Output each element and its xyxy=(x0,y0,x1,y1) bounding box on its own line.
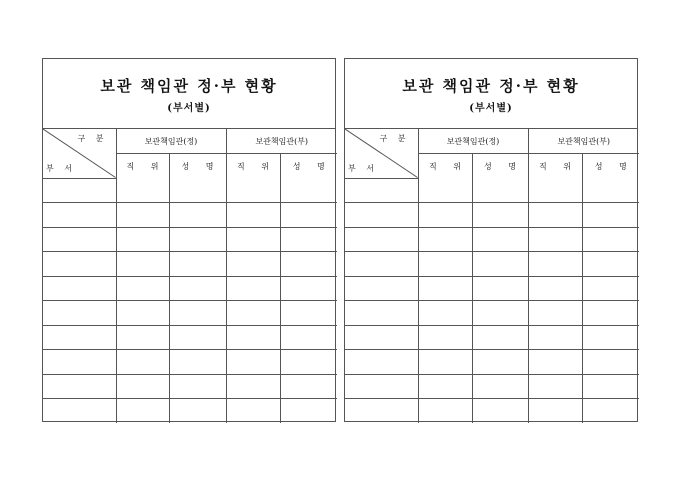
deputy-name-cell[interactable] xyxy=(280,227,337,252)
department-cell[interactable] xyxy=(345,276,418,301)
deputy-name-cell[interactable] xyxy=(582,276,639,301)
department-cell[interactable] xyxy=(43,203,116,228)
primary-name-cell[interactable] xyxy=(472,227,528,252)
primary-position-cell[interactable] xyxy=(116,178,169,203)
department-cell[interactable] xyxy=(43,227,116,252)
deputy-position-cell[interactable] xyxy=(528,325,582,350)
table-row xyxy=(43,276,337,301)
primary-name-cell[interactable] xyxy=(472,350,528,375)
header-department: 부 서 xyxy=(46,163,76,173)
header-name: 성 명 xyxy=(169,154,226,179)
header-primary-custodian: 보관책임관(정) xyxy=(116,129,226,154)
table-row xyxy=(43,252,337,277)
primary-position-cell[interactable] xyxy=(418,227,472,252)
form-title: 보관 책임관 정·부 현황 xyxy=(402,77,580,95)
header-position: 직 위 xyxy=(528,154,582,179)
primary-position-cell[interactable] xyxy=(116,276,169,301)
deputy-position-cell[interactable] xyxy=(226,203,280,228)
primary-position-cell[interactable] xyxy=(116,325,169,350)
deputy-position-cell[interactable] xyxy=(226,350,280,375)
department-cell[interactable] xyxy=(345,178,418,203)
primary-position-cell[interactable] xyxy=(116,227,169,252)
deputy-name-cell[interactable] xyxy=(582,203,639,228)
deputy-name-cell[interactable] xyxy=(280,399,337,424)
department-cell[interactable] xyxy=(43,252,116,277)
deputy-name-cell[interactable] xyxy=(582,301,639,326)
deputy-position-cell[interactable] xyxy=(226,301,280,326)
department-cell[interactable] xyxy=(43,374,116,399)
primary-position-cell[interactable] xyxy=(418,350,472,375)
department-cell[interactable] xyxy=(345,301,418,326)
header-deputy-custodian: 보관책임관(부) xyxy=(528,129,639,154)
primary-name-cell[interactable] xyxy=(472,325,528,350)
primary-name-cell[interactable] xyxy=(169,350,226,375)
table-row xyxy=(43,399,337,424)
deputy-position-cell[interactable] xyxy=(528,350,582,375)
primary-position-cell[interactable] xyxy=(116,252,169,277)
header-primary-custodian: 보관책임관(정) xyxy=(418,129,528,154)
deputy-position-cell[interactable] xyxy=(226,374,280,399)
table-row xyxy=(43,325,337,350)
primary-position-cell[interactable] xyxy=(418,399,472,424)
table-row xyxy=(43,227,337,252)
primary-position-cell[interactable] xyxy=(116,350,169,375)
form-subtitle: (부서별) xyxy=(167,103,211,114)
primary-name-cell[interactable] xyxy=(472,276,528,301)
primary-name-cell[interactable] xyxy=(169,399,226,424)
deputy-name-cell[interactable] xyxy=(582,252,639,277)
deputy-name-cell[interactable] xyxy=(582,350,639,375)
table-row xyxy=(345,203,639,228)
primary-name-cell[interactable] xyxy=(472,203,528,228)
primary-name-cell[interactable] xyxy=(169,301,226,326)
primary-position-cell[interactable] xyxy=(116,374,169,399)
deputy-name-cell[interactable] xyxy=(582,178,639,203)
deputy-position-cell[interactable] xyxy=(528,227,582,252)
header-name: 성 명 xyxy=(472,154,528,179)
department-cell[interactable] xyxy=(43,399,116,424)
primary-name-cell[interactable] xyxy=(472,178,528,203)
deputy-name-cell[interactable] xyxy=(280,325,337,350)
deputy-name-cell[interactable] xyxy=(280,374,337,399)
table-row xyxy=(345,178,639,203)
deputy-position-cell[interactable] xyxy=(226,178,280,203)
department-cell[interactable] xyxy=(43,178,116,203)
header-position: 직 위 xyxy=(116,154,169,179)
deputy-position-cell[interactable] xyxy=(226,399,280,424)
department-cell[interactable] xyxy=(345,325,418,350)
table-row xyxy=(43,178,337,203)
header-department: 부 서 xyxy=(348,163,378,173)
primary-position-cell[interactable] xyxy=(418,325,472,350)
table-row xyxy=(345,399,639,424)
header-position: 직 위 xyxy=(418,154,472,179)
department-cell[interactable] xyxy=(43,276,116,301)
department-cell[interactable] xyxy=(43,350,116,375)
primary-position-cell[interactable] xyxy=(418,374,472,399)
corner-header-cell xyxy=(345,129,418,178)
primary-name-cell[interactable] xyxy=(472,399,528,424)
primary-name-cell[interactable] xyxy=(169,374,226,399)
deputy-name-cell[interactable] xyxy=(280,178,337,203)
deputy-position-cell[interactable] xyxy=(528,178,582,203)
primary-name-cell[interactable] xyxy=(169,325,226,350)
primary-name-cell[interactable] xyxy=(472,374,528,399)
status-table xyxy=(43,129,337,423)
department-cell[interactable] xyxy=(345,350,418,375)
department-cell[interactable] xyxy=(43,301,116,326)
deputy-position-cell[interactable] xyxy=(528,301,582,326)
primary-position-cell[interactable] xyxy=(418,252,472,277)
header-name: 성 명 xyxy=(280,154,337,179)
deputy-name-cell[interactable] xyxy=(280,350,337,375)
department-cell[interactable] xyxy=(345,374,418,399)
primary-position-cell[interactable] xyxy=(418,178,472,203)
table-row xyxy=(43,301,337,326)
deputy-position-cell[interactable] xyxy=(528,276,582,301)
primary-name-cell[interactable] xyxy=(169,203,226,228)
deputy-position-cell[interactable] xyxy=(226,227,280,252)
primary-name-cell[interactable] xyxy=(169,227,226,252)
deputy-name-cell[interactable] xyxy=(582,227,639,252)
deputy-position-cell[interactable] xyxy=(226,276,280,301)
table-row xyxy=(43,350,337,375)
header-category: 구 분 xyxy=(77,134,108,143)
form-right xyxy=(344,58,638,422)
primary-position-cell[interactable] xyxy=(418,276,472,301)
deputy-name-cell[interactable] xyxy=(582,374,639,399)
deputy-position-cell[interactable] xyxy=(226,252,280,277)
primary-name-cell[interactable] xyxy=(472,301,528,326)
header-deputy-custodian: 보관책임관(부) xyxy=(226,129,337,154)
deputy-position-cell[interactable] xyxy=(528,252,582,277)
title-box xyxy=(345,59,637,129)
table-row xyxy=(43,203,337,228)
table-row xyxy=(345,374,639,399)
primary-position-cell[interactable] xyxy=(116,301,169,326)
form-left xyxy=(42,58,336,422)
primary-name-cell[interactable] xyxy=(169,276,226,301)
deputy-name-cell[interactable] xyxy=(280,252,337,277)
status-table xyxy=(345,129,639,423)
department-cell[interactable] xyxy=(43,325,116,350)
table-row xyxy=(345,350,639,375)
table-row xyxy=(345,325,639,350)
table-row xyxy=(345,252,639,277)
header-category: 구 분 xyxy=(379,134,410,143)
primary-name-cell[interactable] xyxy=(169,252,226,277)
table-body xyxy=(345,178,639,423)
form-title: 보관 책임관 정·부 현황 xyxy=(100,77,278,95)
primary-name-cell[interactable] xyxy=(472,252,528,277)
deputy-name-cell[interactable] xyxy=(280,301,337,326)
title-box xyxy=(43,59,335,129)
deputy-name-cell[interactable] xyxy=(582,325,639,350)
table-row xyxy=(43,374,337,399)
deputy-name-cell[interactable] xyxy=(582,399,639,424)
deputy-position-cell[interactable] xyxy=(226,325,280,350)
deputy-position-cell[interactable] xyxy=(528,374,582,399)
department-cell[interactable] xyxy=(345,399,418,424)
form-subtitle: (부서별) xyxy=(469,103,513,114)
table-body xyxy=(43,178,337,423)
header-position: 직 위 xyxy=(226,154,280,179)
primary-position-cell[interactable] xyxy=(116,399,169,424)
corner-header-cell xyxy=(43,129,116,178)
primary-position-cell[interactable] xyxy=(116,203,169,228)
department-cell[interactable] xyxy=(345,252,418,277)
header-name: 성 명 xyxy=(582,154,639,179)
primary-name-cell[interactable] xyxy=(169,178,226,203)
primary-position-cell[interactable] xyxy=(418,203,472,228)
table-row xyxy=(345,276,639,301)
department-cell[interactable] xyxy=(345,203,418,228)
table-row xyxy=(345,301,639,326)
primary-position-cell[interactable] xyxy=(418,301,472,326)
deputy-name-cell[interactable] xyxy=(280,276,337,301)
department-cell[interactable] xyxy=(345,227,418,252)
deputy-name-cell[interactable] xyxy=(280,203,337,228)
deputy-position-cell[interactable] xyxy=(528,399,582,424)
deputy-position-cell[interactable] xyxy=(528,203,582,228)
table-row xyxy=(345,227,639,252)
